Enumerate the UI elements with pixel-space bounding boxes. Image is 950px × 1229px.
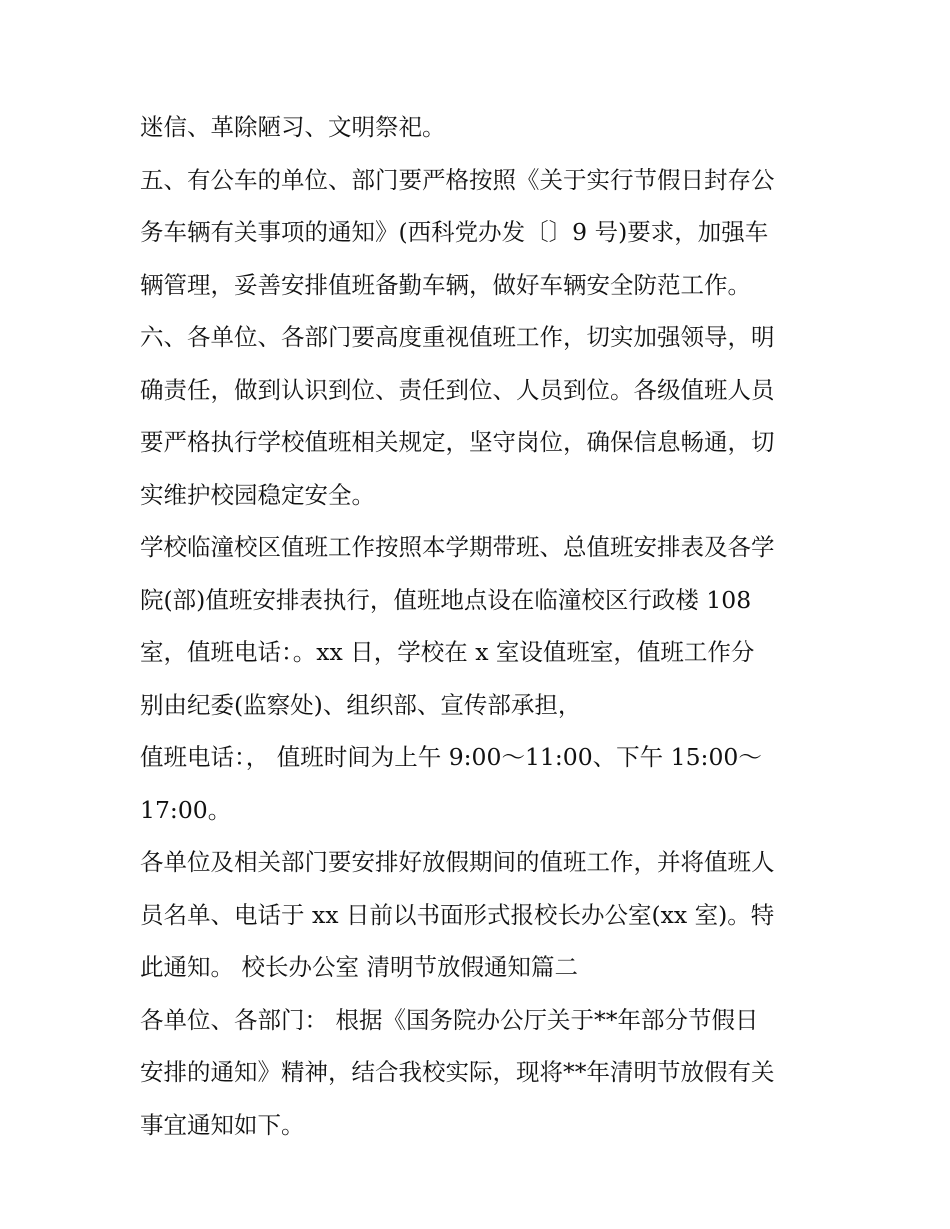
document-body [140,101,820,1151]
text-line: 五、有公车的单位、部门要严格按照《关于实行节假日封存公 [140,165,775,194]
text-line: 别由纪委(监察处)、组织部、宣传部承担， [140,690,582,719]
text-line: 17:00。 [140,795,232,824]
text-line: 务车辆有关事项的通知》(西科党办发〔〕9 号)要求，加强车 [140,218,769,246]
text-line: 安排的通知》精神，结合我校实际，现将**年清明节放假有关 [140,1058,775,1086]
text-line: 六、各单位、各部门要高度重视值班工作，切实加强领导，明 [140,323,775,351]
text-line: 院(部)值班安排表执行，值班地点设在临潼校区行政楼 108 [140,585,752,614]
text-line: 事宜通知如下。 [140,1110,305,1139]
text-line: 要严格执行学校值班相关规定，坚守岗位，确保信息畅通，切 [140,428,775,456]
text-line: 迷信、革除陋习、文明祭祀。 [140,113,446,141]
text-line: 此通知。 校长办公室 清明节放假通知篇二 [140,953,578,981]
text-line: 室，值班电话：。xx 日，学校在 x 室设值班室，值班工作分 [140,638,755,666]
text-line: 值班电话：， 值班时间为上午 9:00～11:00、下午 15:00～ [140,743,762,771]
text-line: 辆管理，妥善安排值班备勤车辆，做好车辆安全防范工作。 [140,270,751,299]
text-line: 各单位、各部门： 根据《国务院办公厅关于**年部分节假日 [140,1005,759,1034]
text-line: 确责任，做到认识到位、责任到位、人员到位。各级值班人员 [140,375,775,404]
text-line: 员名单、电话于 xx 日前以书面形式报校长办公室(xx 室)。特 [140,900,775,929]
text-line: 各单位及相关部门要安排好放假期间的值班工作，并将值班人 [140,848,775,876]
text-line: 学校临潼校区值班工作按照本学期带班、总值班安排表及各学 [140,533,775,561]
text-line: 实维护校园稳定安全。 [140,480,375,509]
